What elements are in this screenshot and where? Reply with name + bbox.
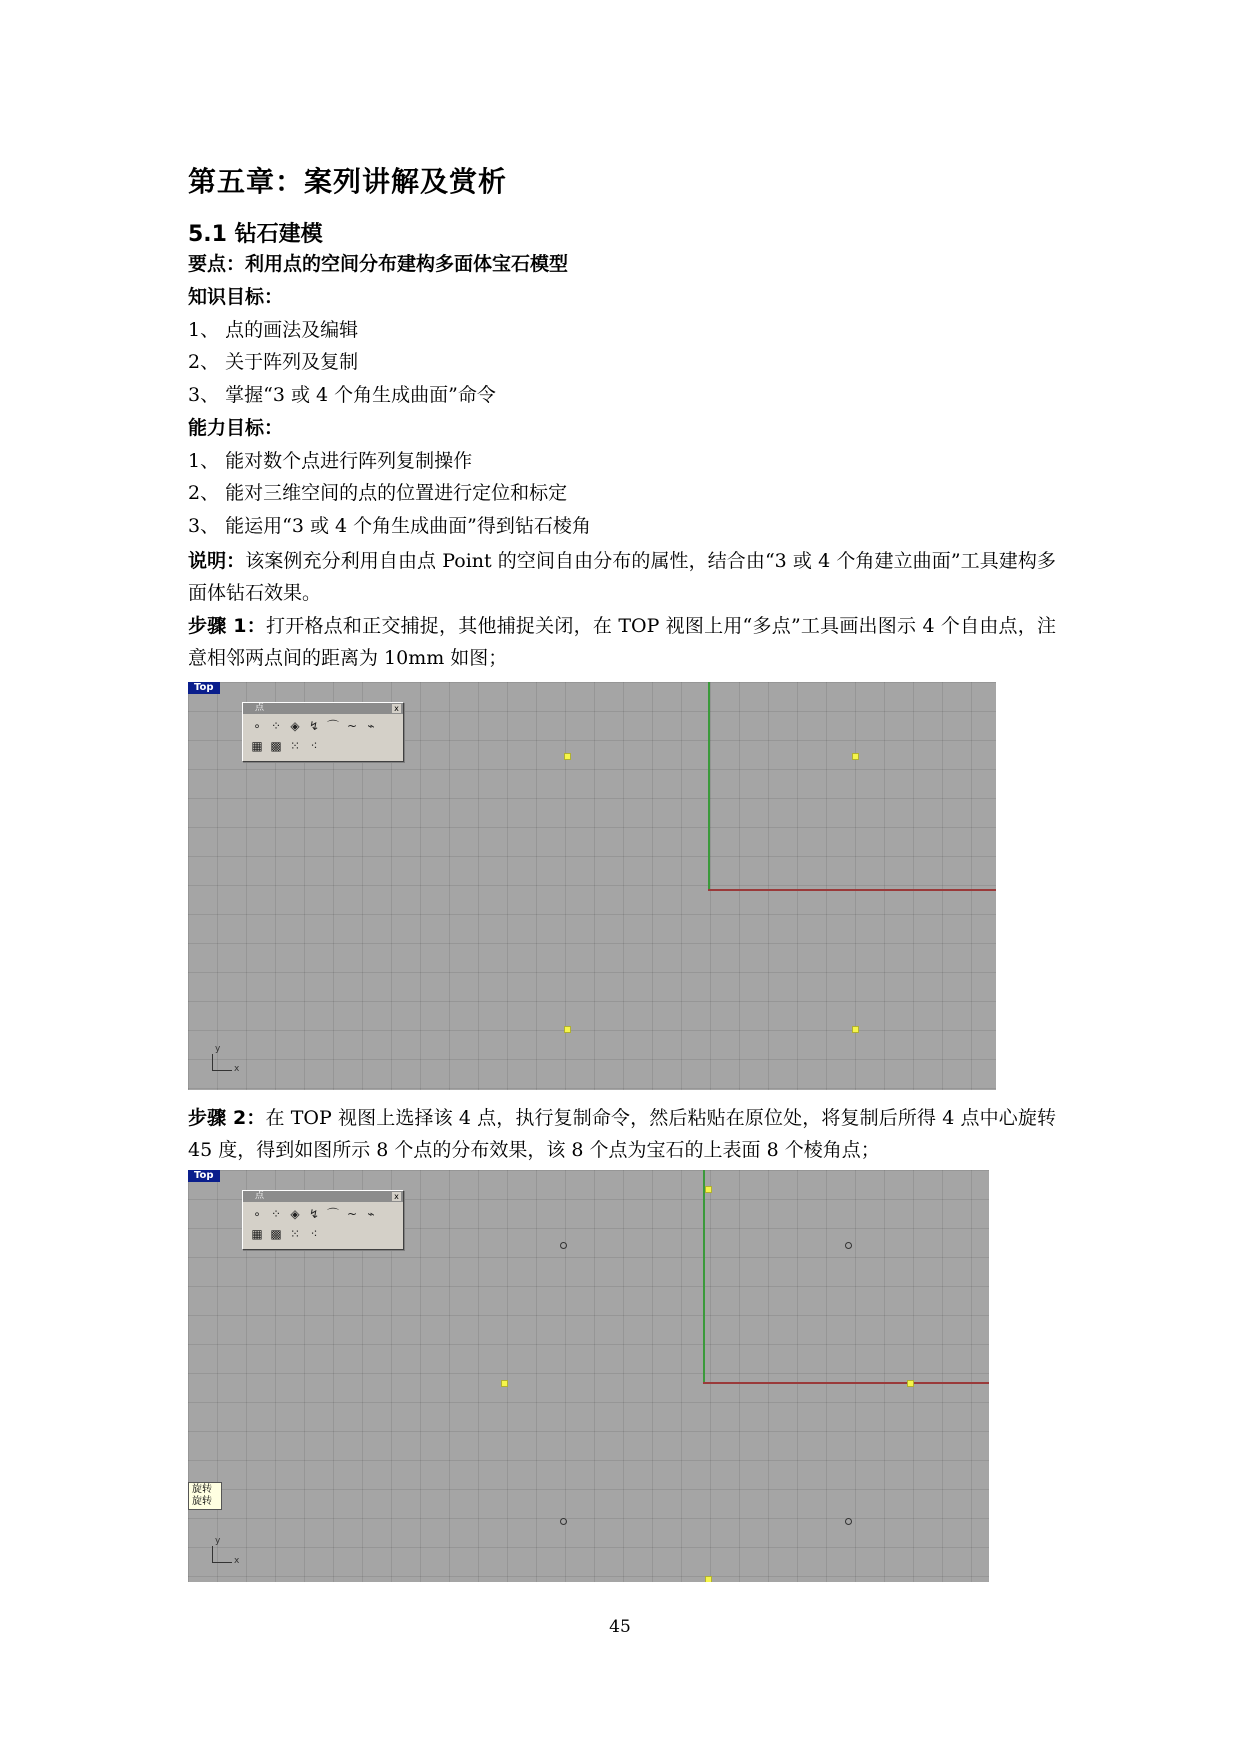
chapter-title: 第五章：案列讲解及赏析 — [188, 165, 508, 198]
point-marker[interactable] — [845, 1242, 852, 1249]
step2-text: 在 TOP 视图上选择该 4 点，执行复制命令，然后粘贴在原位处，将复制后所得 4 点中心旋转 45 度，得到如图所示 8 个点的分布效果，该 8 个点为宝石的上表面 8 个棱角点； — [188, 1107, 1057, 1161]
single-point-icon[interactable]: ∘ — [253, 719, 261, 733]
point-marker[interactable] — [501, 1380, 508, 1387]
point-marker[interactable] — [705, 1576, 712, 1582]
key-point: 要点：利用点的空间分布建构多面体宝石模型 — [188, 253, 569, 275]
toolbar-title-bar[interactable] — [243, 1191, 403, 1202]
knowledge-item: 1、 点的画法及编辑 — [188, 319, 359, 341]
close-icon[interactable]: x — [392, 1192, 401, 1201]
top-viewport-screenshot-1 — [188, 682, 996, 1090]
y-axis-line — [708, 682, 710, 890]
x-axis-line — [708, 889, 996, 891]
point-grid-icon[interactable]: ◈ — [290, 1207, 300, 1221]
point-toolbar[interactable] — [242, 702, 404, 762]
close-icon[interactable]: x — [392, 704, 401, 713]
world-axis-icon: y x — [212, 1050, 246, 1076]
toolbar-title: 点 — [255, 703, 265, 713]
scatter-points-icon[interactable]: ⁙ — [289, 1227, 301, 1241]
point-marker[interactable] — [852, 1026, 859, 1033]
drape-points-icon[interactable]: ⁖ — [310, 739, 318, 753]
multiple-points-icon[interactable]: ⁘ — [270, 719, 282, 733]
step1-text: 打开格点和正交捕捉，其他捕捉关闭，在 TOP 视图上用“多点”工具画出图示 4 个自由点，注意相邻两点间的距离为 10mm 如图； — [188, 615, 1056, 669]
ability-heading: 能力目标： — [188, 417, 284, 439]
toolbar-title-bar[interactable] — [243, 703, 403, 714]
multiple-points-icon[interactable]: ⁘ — [270, 1207, 282, 1221]
page-number: 45 — [609, 1617, 631, 1637]
point-toolbar[interactable] — [242, 1190, 404, 1250]
step1-paragraph — [188, 610, 1056, 674]
point-marker[interactable] — [907, 1380, 914, 1387]
step2-paragraph — [188, 1102, 1056, 1166]
point-grid-icon[interactable]: ◈ — [290, 719, 300, 733]
point-marker[interactable] — [852, 753, 859, 760]
curve-points-icon[interactable]: ⌒ — [326, 719, 339, 733]
divide-curve-icon[interactable]: ↯ — [308, 1207, 320, 1221]
drape-points-icon[interactable]: ⁖ — [310, 1227, 318, 1241]
point-marker[interactable] — [560, 1518, 567, 1525]
point-marker[interactable] — [705, 1186, 712, 1193]
extract-points-icon[interactable]: ⌁ — [367, 719, 375, 733]
x-axis-line — [703, 1382, 989, 1384]
top-viewport-screenshot-2 — [188, 1170, 989, 1582]
viewport-label[interactable]: Top — [188, 682, 220, 694]
scatter-points-icon[interactable]: ⁙ — [289, 739, 301, 753]
divide-curve-icon[interactable]: ↯ — [308, 719, 320, 733]
point-marker[interactable] — [845, 1518, 852, 1525]
rotate-tooltip: 旋转 旋转 — [188, 1482, 222, 1510]
description-paragraph — [188, 545, 1056, 609]
mesh-points-icon[interactable]: ▩ — [270, 1227, 282, 1241]
section-title: 5.1 钻石建模 — [188, 222, 323, 247]
ability-item: 3、 能运用“3 或 4 个角生成曲面”得到钻石棱角 — [188, 515, 591, 537]
viewport-label[interactable]: Top — [188, 1170, 220, 1182]
curve-icon[interactable]: ~ — [346, 1207, 358, 1221]
extract-points-icon[interactable]: ⌁ — [367, 1207, 375, 1221]
knowledge-item: 2、 关于阵列及复制 — [188, 351, 359, 373]
curve-icon[interactable]: ~ — [346, 719, 358, 733]
point-marker[interactable] — [564, 1026, 571, 1033]
world-axis-icon: y x — [212, 1542, 246, 1568]
step2-lead: 步骤 2： — [188, 1107, 266, 1129]
point-marker[interactable] — [560, 1242, 567, 1249]
point-marker[interactable] — [564, 753, 571, 760]
description-text: 该案例充分利用自由点 Point 的空间自由分布的属性，结合由“3 或 4 个角建立曲面”工具建构多面体钻石效果。 — [188, 550, 1056, 604]
knowledge-item: 3、 掌握“3 或 4 个角生成曲面”命令 — [188, 384, 496, 406]
toolbar-title: 点 — [255, 1191, 265, 1201]
y-axis-line — [703, 1170, 705, 1383]
ability-item: 2、 能对三维空间的点的位置进行定位和标定 — [188, 482, 568, 504]
point-cloud-icon[interactable]: ▦ — [251, 1227, 263, 1241]
ability-item: 1、 能对数个点进行阵列复制操作 — [188, 450, 473, 472]
single-point-icon[interactable]: ∘ — [253, 1207, 261, 1221]
knowledge-heading: 知识目标： — [188, 286, 284, 308]
point-cloud-icon[interactable]: ▦ — [251, 739, 263, 753]
step1-lead: 步骤 1： — [188, 615, 266, 637]
curve-points-icon[interactable]: ⌒ — [326, 1207, 339, 1221]
mesh-points-icon[interactable]: ▩ — [270, 739, 282, 753]
description-lead: 说明： — [188, 550, 246, 572]
